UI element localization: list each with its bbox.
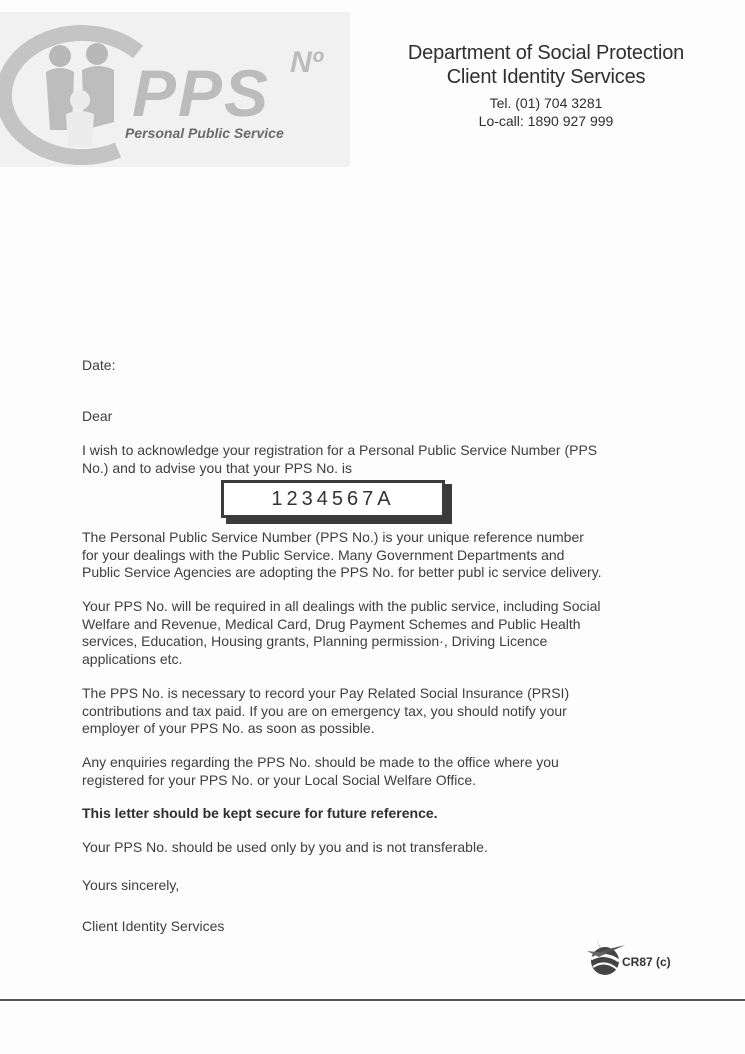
logo-text: PPS <box>132 56 271 130</box>
section-name: Client Identity Services <box>446 66 646 88</box>
paragraph-required-dealings: Your PPS No. will be required in all dealings with the public service, including Social Welfare and Revenue, Medical Card, Drug Payment Schemes and Public Health services, Education, Housing grants, Planning permission·, Driving Licence applications etc. <box>82 598 601 667</box>
footer-rule <box>0 999 745 1001</box>
security-notice: This letter should be kept secure for future reference. <box>82 805 438 821</box>
date-label: Date: <box>82 357 116 373</box>
salutation: Dear <box>82 408 113 424</box>
logo-superscript: Nº <box>290 46 323 79</box>
intro-paragraph: I wish to acknowledge your registration for a Personal Public Service Number (PPS No.) and to advise you that your PPS No. is <box>82 442 598 476</box>
logo-tagline: Personal Public Service <box>125 125 284 141</box>
locall-number: Lo-call: 1890 927 999 <box>478 113 614 129</box>
paragraph-not-transferable: Your PPS No. should be used only by you and is not transferable. <box>82 839 488 855</box>
closing: Yours sincerely, <box>82 877 180 893</box>
department-header <box>388 41 704 130</box>
paragraph-prsi: The PPS No. is necessary to record your Pay Related Social Insurance (PRSI) contributions and tax paid. If you are on emergency tax, you should notify your employer of your PPS No. as soon as possible. <box>82 685 570 736</box>
paragraph-enquiries: Any enquiries regarding the PPS No. should be made to the office where you registered for your PPS No. or your Local Social Welfare Office. <box>82 754 559 788</box>
paragraph-unique-reference: The Personal Public Service Number (PPS No.) is your unique reference number for your dealings with the Public Service. Many Government Departments and Public Service Agencies are adopting the PPS No. for better publ ic service delivery. <box>82 529 602 580</box>
department-name: Department of Social Protection <box>407 42 685 64</box>
telephone: Tel. (01) 704 3281 <box>489 95 603 111</box>
pps-number: 1234567A <box>221 480 445 518</box>
signature: Client Identity Services <box>82 918 225 934</box>
form-code: CR87 (c) <box>622 955 671 969</box>
pps-logo <box>0 12 350 167</box>
